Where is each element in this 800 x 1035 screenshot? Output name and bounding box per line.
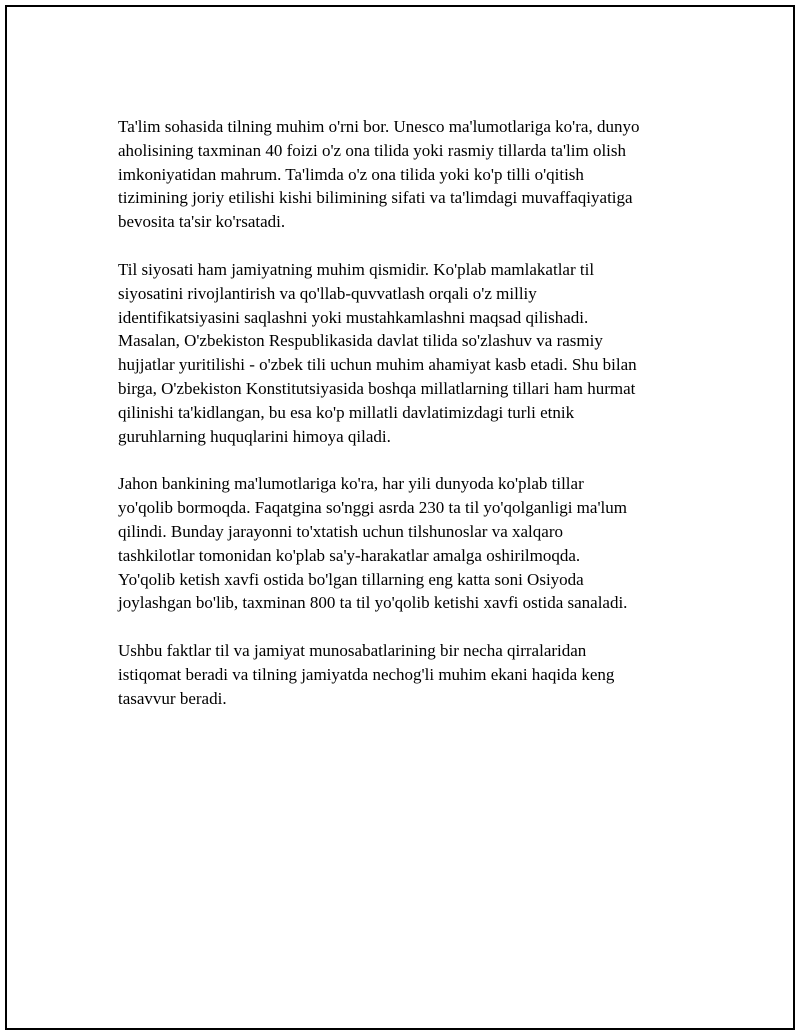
text-line: identifikatsiyasini saqlashni yoki mustahkamlashni maqsad qilishadi. xyxy=(118,307,589,327)
text-line: aholisining taxminan 40 foizi o'z ona tilida yoki rasmiy tillarda ta'lim olish xyxy=(118,140,627,160)
text-line: hujjatlar yuritilishi - o'zbek tili uchun muhim ahamiyat kasb etadi. Shu bilan xyxy=(118,355,637,375)
text-line: imkoniyatidan mahrum. Ta'limda o'z ona tilida yoki ko'p tilli o'qitish xyxy=(118,164,584,184)
text-line: Ta'lim sohasida tilning muhim o'rni bor. Unesco ma'lumotlariga ko'ra, dunyo xyxy=(118,117,640,136)
text-line: Yo'qolib ketish xavfi ostida bo'lgan tillarning eng katta soni Osiyoda xyxy=(118,569,584,589)
paragraph-1 xyxy=(118,115,698,234)
text-line: qilinishi ta'kidlangan, bu esa ko'p millatli davlatimizdagi turli etnik xyxy=(118,402,575,422)
text-line: Jahon bankining ma'lumotlariga ko'ra, har yili dunyoda ko'plab tillar xyxy=(118,474,584,494)
paragraph-3 xyxy=(118,472,698,615)
text-line: Masalan, O'zbekiston Respublikasida davlat tilida so'zlashuv va rasmiy xyxy=(118,331,603,351)
document-body xyxy=(118,115,698,735)
text-line: Til siyosati ham jamiyatning muhim qismidir. Ko'plab mamlakatlar til xyxy=(118,259,595,279)
text-line: birga, O'zbekiston Konstitutsiyasida boshqa millatlarning tillari ham hurmat xyxy=(118,378,636,398)
paragraph-4 xyxy=(118,639,698,710)
text-line: guruhlarning huquqlarini himoya qiladi. xyxy=(118,426,391,446)
paragraph-2 xyxy=(118,258,698,448)
text-line: tasavvur beradi. xyxy=(118,688,227,708)
text-line: tashkilotlar tomonidan ko'plab sa'y-harakatlar amalga oshirilmoqda. xyxy=(118,545,581,565)
text-line: joylashgan bo'lib, taxminan 800 ta til yo'qolib ketishi xavfi ostida sanaladi. xyxy=(118,593,628,613)
text-line: Ushbu faktlar til va jamiyat munosabatlarining bir necha qirralaridan xyxy=(118,641,587,661)
text-line: siyosatini rivojlantirish va qo'llab-quvvatlash orqali o'z milliy xyxy=(118,283,537,303)
text-line: tizimining joriy etilishi kishi bilimining sifati va ta'limdagi muvaffaqiyatiga xyxy=(118,188,633,208)
text-line: istiqomat beradi va tilning jamiyatda nechog'li muhim ekani haqida keng xyxy=(118,664,615,684)
text-line: bevosita ta'sir ko'rsatadi. xyxy=(118,212,286,232)
text-line: yo'qolib bormoqda. Faqatgina so'nggi asrda 230 ta til yo'qolganligi ma'lum xyxy=(118,498,627,518)
text-line: qilindi. Bunday jarayonni to'xtatish uchun tilshunoslar va xalqaro xyxy=(118,521,563,541)
